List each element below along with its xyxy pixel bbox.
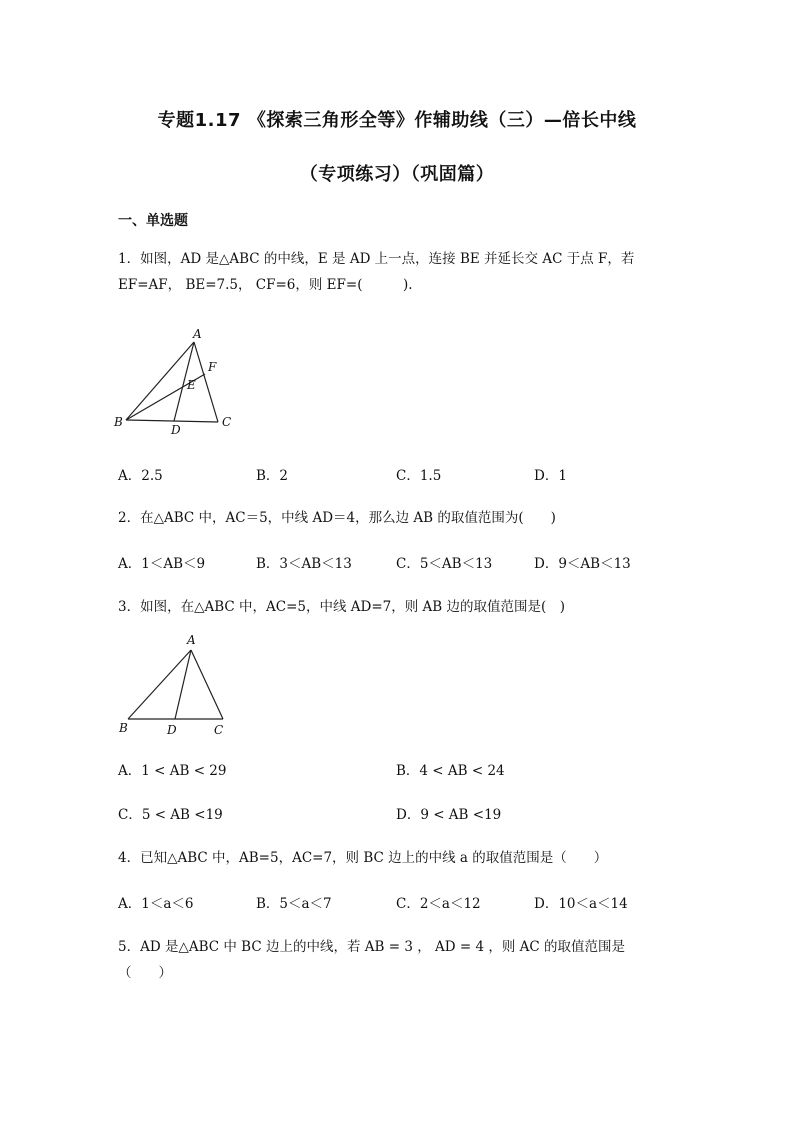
question-1-line2: EF=AF， BE=7.5， CF=6，则 EF=( ). xyxy=(118,277,413,293)
label-D: D xyxy=(167,723,177,737)
option-c[interactable]: C．2＜a＜12 xyxy=(396,896,481,912)
page-subtitle: （专项练习）（巩固篇） xyxy=(299,164,495,185)
label-C: C xyxy=(222,415,232,429)
option-c[interactable]: C．5 < AB <19 xyxy=(118,807,223,823)
median-AD xyxy=(175,650,191,719)
option-d[interactable]: D．10＜a＜14 xyxy=(534,896,628,912)
question-5-line1: 5．AD 是△ABC 中 BC 边上的中线，若 AB = 3 ， AD = 4 ，则 AC 的取值范围是 xyxy=(118,939,625,955)
question-3-line1: 3．如图，在△ABC 中，AC=5，中线 AD=7，则 AB 边的取值范围是( ) xyxy=(118,599,566,615)
option-a[interactable]: A．1＜a＜6 xyxy=(118,896,194,912)
question-2 xyxy=(118,505,658,531)
option-d[interactable]: D．1 xyxy=(534,468,567,484)
question-2-options xyxy=(118,552,678,572)
question-3 xyxy=(118,594,658,620)
question-1-figure xyxy=(112,326,252,438)
label-F: F xyxy=(208,360,217,374)
question-5-line2: （ ） xyxy=(118,965,172,981)
question-4 xyxy=(118,845,658,871)
option-c[interactable]: C．5＜AB＜13 xyxy=(396,556,493,572)
label-D: D xyxy=(171,423,181,437)
question-1-options xyxy=(118,464,678,484)
option-d[interactable]: D．9 < AB <19 xyxy=(396,807,502,823)
label-A: A xyxy=(187,633,196,647)
question-4-options xyxy=(118,892,678,912)
label-C: C xyxy=(214,723,224,737)
question-1-line1: 1．如图，AD 是△ABC 的中线，E 是 AD 上一点，连接 BE 并延长交 AC 于点 F，若 xyxy=(118,251,635,267)
segment-AC xyxy=(194,342,218,422)
segment-AC xyxy=(191,650,223,719)
option-c[interactable]: C．1.5 xyxy=(396,468,442,484)
question-1 xyxy=(118,246,658,298)
page-title: 专题1.17 《探索三角形全等》作辅助线（三）—倍长中线 xyxy=(157,110,637,131)
question-3-options-row1 xyxy=(118,759,678,779)
option-a[interactable]: A．2.5 xyxy=(118,468,163,484)
option-b[interactable]: B．5＜a＜7 xyxy=(256,896,332,912)
option-b[interactable]: B．2 xyxy=(256,468,289,484)
label-E: E xyxy=(187,378,196,392)
option-d[interactable]: D．9＜AB＜13 xyxy=(534,556,631,572)
segment-BC xyxy=(126,420,218,422)
segment-AB xyxy=(128,650,191,719)
option-a[interactable]: A．1＜AB＜9 xyxy=(118,556,206,572)
question-3-figure xyxy=(112,630,242,742)
section-heading: 一、单选题 xyxy=(118,213,188,229)
question-4-line1: 4．已知△ABC 中，AB=5，AC=7，则 BC 边上的中线 a 的取值范围是（ ） xyxy=(118,850,608,866)
question-5 xyxy=(118,934,658,986)
question-2-line1: 2．在△ABC 中，AC＝5，中线 AD＝4，那么边 AB 的取值范围为( ) xyxy=(118,510,556,526)
option-b[interactable]: B．4 < AB < 24 xyxy=(396,763,505,779)
label-A: A xyxy=(193,327,202,341)
question-3-options-row2 xyxy=(118,803,678,823)
label-B: B xyxy=(114,415,123,429)
option-a[interactable]: A．1 < AB < 29 xyxy=(118,763,227,779)
label-B: B xyxy=(119,721,128,735)
option-b[interactable]: B．3＜AB＜13 xyxy=(256,556,352,572)
